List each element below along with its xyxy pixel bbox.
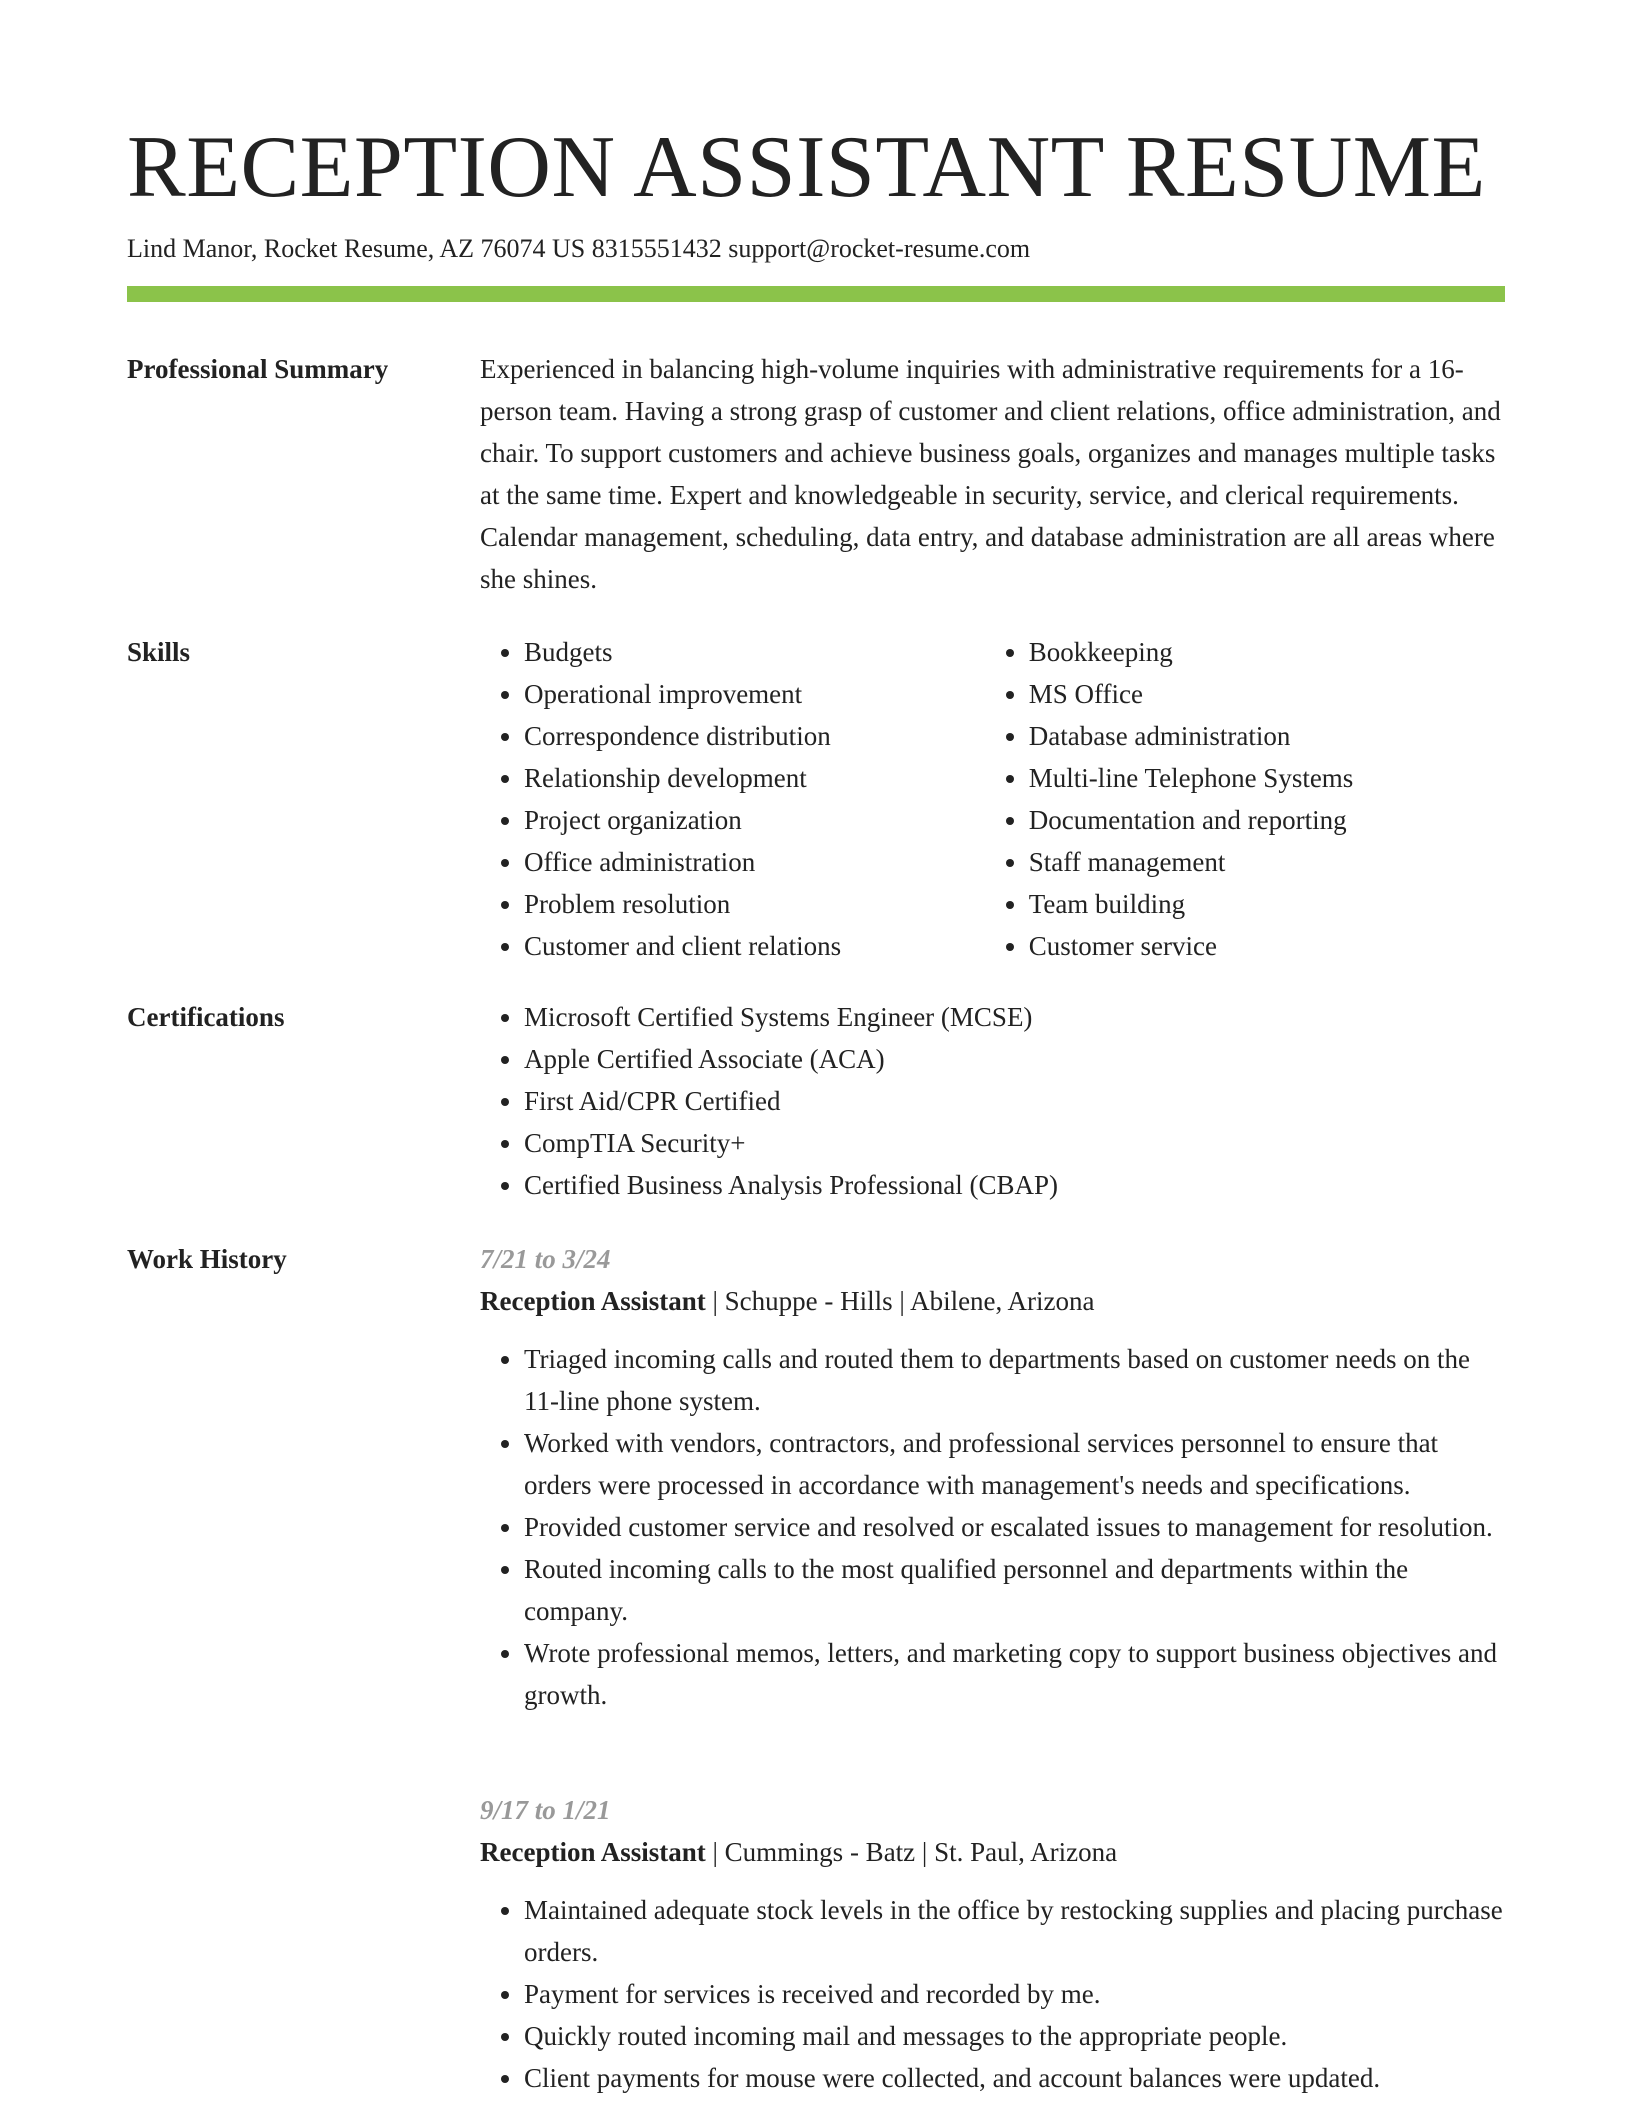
work-history-label: Work History <box>127 1244 287 1274</box>
skills-grid <box>480 631 1505 967</box>
skill-item: • Budgets <box>524 631 985 673</box>
job-title: Reception Assistant <box>480 1286 706 1316</box>
skill-item: • Office administration <box>524 841 985 883</box>
job-bullet: • Routed incoming calls to the most qualified personnel and departments within the company. <box>524 1548 1505 1632</box>
job-bullet: • Triaged incoming calls and routed them to departments based on customer needs on the 11-line phone system. <box>524 1338 1505 1422</box>
job-bullets <box>480 1338 1505 1716</box>
job-bullet: • Maintained adequate stock levels in the office by restocking supplies and placing purchase orders. <box>524 1889 1505 1973</box>
job-details: | Schuppe - Hills | Abilene, Arizona <box>705 1286 1095 1316</box>
job-details: | Cummings - Batz | St. Paul, Arizona <box>705 1837 1118 1867</box>
skills-label: Skills <box>127 637 191 667</box>
certification-item: • First Aid/CPR Certified <box>524 1080 1505 1122</box>
job-entry <box>480 1789 1505 2099</box>
certifications-label: Certifications <box>127 1002 285 1032</box>
skill-item: • Team building <box>1029 883 1505 925</box>
certifications-list <box>480 996 1505 1206</box>
job-bullet: • Provided customer service and resolved or escalated issues to management for resolution. <box>524 1506 1505 1548</box>
job-heading <box>480 1831 1505 1873</box>
job-dates: 7/21 to 3/24 <box>480 1244 611 1274</box>
skill-item: • Bookkeeping <box>1029 631 1505 673</box>
job-heading <box>480 1280 1505 1322</box>
job-bullet: • Wrote professional memos, letters, and marketing copy to support business objectives and growth. <box>524 1632 1505 1716</box>
certification-item: • Apple Certified Associate (ACA) <box>524 1038 1505 1080</box>
job-bullets <box>480 1889 1505 2099</box>
skills-column-1 <box>480 631 985 967</box>
accent-divider <box>127 286 1505 302</box>
job-title: Reception Assistant <box>480 1837 706 1867</box>
skill-item: • Documentation and reporting <box>1029 799 1505 841</box>
job-bullet: • Worked with vendors, contractors, and professional services personnel to ensure that orders were processed in accordance with management's needs and specifications. <box>524 1422 1505 1506</box>
job-bullet: • Payment for services is received and recorded by me. <box>524 1973 1505 2015</box>
certifications-list-wrap <box>480 996 1505 1206</box>
skill-item: • Project organization <box>524 799 985 841</box>
skill-item: • Multi-line Telephone Systems <box>1029 757 1505 799</box>
skill-item: • MS Office <box>1029 673 1505 715</box>
skill-item: • Operational improvement <box>524 673 985 715</box>
resume-title: RECEPTION ASSISTANT RESUME <box>127 119 1486 216</box>
job-dates: 9/17 to 1/21 <box>480 1795 611 1825</box>
job-bullet: • Client payments for mouse were collected, and account balances were updated. <box>524 2057 1505 2099</box>
skills-column-2 <box>985 631 1505 967</box>
skill-item: • Database administration <box>1029 715 1505 757</box>
skill-item: • Problem resolution <box>524 883 985 925</box>
skill-item: • Customer service <box>1029 925 1505 967</box>
skill-item: • Customer and client relations <box>524 925 985 967</box>
certification-item: • Microsoft Certified Systems Engineer (MCSE) <box>524 996 1505 1038</box>
job-bullet: • Quickly routed incoming mail and messages to the appropriate people. <box>524 2015 1505 2057</box>
summary-text: Experienced in balancing high-volume inquiries with administrative requirements for a 16-person team. Having a strong grasp of customer and client relations, office administration, and chair. To support customers and achieve business goals, organizes and manages multiple tasks at the same time. Expert and knowledgeable in security, service, and clerical requirements. Calendar management, scheduling, data entry, and database administration are all areas where she shines. <box>480 354 1501 594</box>
skill-item: • Correspondence distribution <box>524 715 985 757</box>
summary-label: Professional Summary <box>127 354 389 384</box>
certification-item: • CompTIA Security+ <box>524 1122 1505 1164</box>
skill-item: • Staff management <box>1029 841 1505 883</box>
certification-item: • Certified Business Analysis Professional (CBAP) <box>524 1164 1505 1206</box>
job-entry <box>480 1238 1505 1716</box>
skill-item: • Relationship development <box>524 757 985 799</box>
contact-info: Lind Manor, Rocket Resume, AZ 76074 US 8315551432 support@rocket-resume.com <box>127 234 1031 263</box>
